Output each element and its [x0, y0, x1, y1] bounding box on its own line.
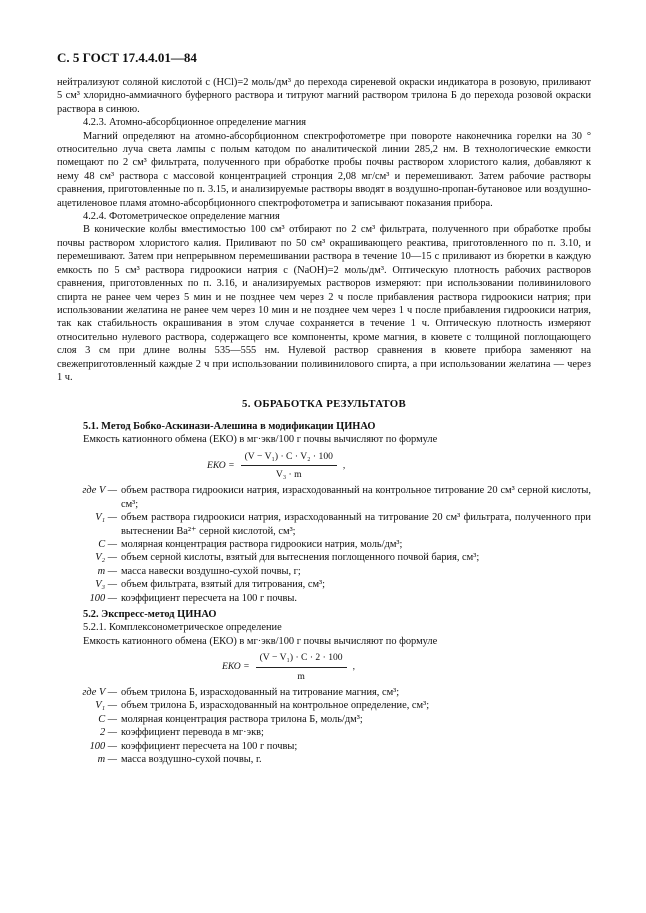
definition-text: масса воздушно-сухой почвы, г. — [121, 754, 262, 766]
subsection-heading: 4.2.4. Фотометрическое определение магния — [83, 211, 280, 223]
definition-text: коэффициент пересчета на 100 г почвы; — [121, 740, 298, 752]
definition-row — [57, 565, 591, 578]
formula-denominator: m — [297, 670, 305, 682]
definition-text: объем раствора гидроокиси натрия, израсходованный на титрование 20 см³ фильтрата, полученного при вытеснении Ba²⁺ серной кислотой, см³; — [121, 512, 591, 537]
definition-symbol: где V — — [82, 687, 117, 699]
definition-row — [57, 592, 591, 605]
formula-lhs: ЕКО = — [222, 661, 250, 673]
section-title: 5. ОБРАБОТКА РЕЗУЛЬТАТОВ — [242, 398, 406, 411]
formula-eko-2 — [222, 651, 591, 683]
formula-fraction — [256, 651, 347, 683]
definition-symbol: 100 — — [89, 740, 117, 752]
definition-symbol: C — — [98, 539, 117, 550]
definition-symbol: C — — [98, 713, 117, 725]
definitions-list — [57, 686, 591, 766]
definition-row — [57, 713, 591, 726]
definition-symbol: 100 — — [89, 592, 117, 604]
paragraph: В конические колбы вместимостью 100 см³ отбирают по 2 см³ фильтрата, полученного при обработке пробы почвы раствором хлористого калия. Приливают по 50 см³ окрашивающего реактива, приготовленного по п. 3.10, и перемешивают. Затем при непрерывном перемешивании раствора в течение 10—15 с приливают из бюретки в каждую емкость по 5 см³ раствора гидроокиси натрия c (NaOH)=2 моль/дм³. Оптическую плотность рабочих растворов сравнения, приготовленных по п. 3.16, и анализируемых растворов измеряют: при использовании поливинилового спирта не ранее чем через 5 мин и не позднее чем через 2 ч после прибавления раствора гидроокиси натрия; при использовании желатина не ранее чем через 10 мин и не позднее чем через 1 ч после прибавления гидроокиси натрия, так как стабильность окрашивания в этом случае сохраняется в течение 1 ч. Оптическую плотность измеряют относительно нулевого раствора, содержащего все компоненты, кроме магния, в кювете с толщиной поглощающего слоя 3 см при длине волны 535—555 нм. Нулевой раствор сравнения в кювете прибора заменяют на свежеприготовленный каждые 2 ч при использовании поливинилового спирта, а при использовании желатина — через 1 ч. — [57, 224, 591, 383]
formula-tail: , — [342, 459, 346, 471]
definition-symbol: V₃ — — [95, 579, 117, 591]
subsection-title: 5.2. Экспресс-метод ЦИНАО — [83, 609, 217, 621]
formula-numerator: (V − V₁) · C · 2 · 100 — [256, 651, 347, 667]
definition-row — [57, 551, 591, 564]
formula-denominator: V₃ · m — [275, 468, 302, 480]
definition-text: объем раствора гидроокиси натрия, израсходованный на контрольное титрование 20 см³ серной кислоты, см³; — [121, 485, 591, 510]
definition-row — [57, 726, 591, 739]
definition-row — [57, 699, 591, 712]
subsection-title: 5.1. Метод Бобко-Аскинази-Алешина в модификации ЦИНАО — [83, 420, 376, 432]
definition-row — [57, 484, 591, 511]
definition-row — [57, 686, 591, 699]
page-header: С. 5 ГОСТ 17.4.4.01—84 — [57, 50, 197, 65]
formula-fraction — [241, 450, 337, 482]
definition-text: коэффициент пересчета на 100 г почвы. — [121, 592, 298, 604]
definition-symbol: m — — [97, 754, 117, 766]
formula-numerator: (V − V₁) · C · V₂ · 100 — [241, 450, 337, 466]
definition-symbol: V₂ — — [95, 552, 117, 564]
definition-symbol: где V — — [82, 485, 117, 497]
definition-text: объем фильтрата, взятый для титрования, см³; — [121, 579, 326, 591]
definition-row — [57, 538, 591, 551]
definition-text: объем трилона Б, израсходованный на титрование магния, см³; — [121, 687, 400, 699]
subsection-heading: 4.2.3. Атомно-абсорбционное определение магния — [83, 117, 307, 129]
definition-symbol: V₁ — — [95, 512, 117, 524]
paragraph: Магний определяют на атомно-абсорбционном спектрофотометре при повороте наконечника горелки на 30 ° относительно луча света лампы с полым катодом по аналитической линии 285,2 нм. В технологические емкости помещают по 2 см³ фильтрата, полученного при обработке пробы почвы раствором хлористого калия, добавляют к нему 48 см³ раствора с массовой концентрацией стронция 2,08 мг/см³ и перемешивают. Затем рабочие растворы сравнения, приготовленные по п. 3.15, и анализируемые растворы вводят в воздушно-пропан-бутановое или воздушно-ацетиленовое пламя атомно-абсорбционного спектрофотометра и записывают показания прибора. — [57, 130, 591, 209]
paragraph: нейтрализуют соляной кислотой c (HCl)=2 моль/дм³ до перехода сиреневой окраски индикатора в розовую, приливают 5 см³ хлоридно-аммиачного буферного раствора и титруют магний раствором трилона Б до перехода розовой окраски раствора в синюю. — [57, 77, 591, 115]
definition-row — [57, 511, 591, 538]
definition-symbol: m — — [97, 565, 117, 577]
definition-row — [57, 753, 591, 766]
definition-text: молярная концентрация раствора гидроокиси натрия, моль/дм³; — [121, 539, 403, 550]
document-body — [57, 76, 591, 769]
definition-text: масса навески воздушно-сухой почвы, г; — [121, 565, 301, 577]
formula-tail: , — [352, 661, 356, 673]
definition-symbol: 2 — — [99, 727, 117, 739]
formula-eko-1 — [207, 450, 591, 482]
paragraph: Емкость катионного обмена (ЕКО) в мг·экв/100 г почвы вычисляют по формуле — [83, 434, 438, 446]
definition-text: молярная концентрация раствора трилона Б, моль/дм³; — [121, 713, 363, 725]
formula-lhs: ЕКО = — [207, 459, 235, 471]
definition-text: объем трилона Б, израсходованный на контрольное определение, см³; — [121, 700, 430, 712]
definition-text: объем серной кислоты, взятый для вытеснения поглощенного почвой бария, см³; — [121, 552, 480, 564]
definitions-list — [57, 484, 591, 605]
paragraph: Емкость катионного обмена (ЕКО) в мг·экв/100 г почвы вычисляют по формуле — [83, 635, 438, 647]
paragraph: 5.2.1. Комплексонометрическое определение — [83, 622, 282, 634]
definition-row — [57, 740, 591, 753]
definition-symbol: V₁ — — [95, 700, 117, 712]
definition-text: коэффициент перевода в мг·экв; — [121, 727, 264, 739]
definition-row — [57, 578, 591, 591]
